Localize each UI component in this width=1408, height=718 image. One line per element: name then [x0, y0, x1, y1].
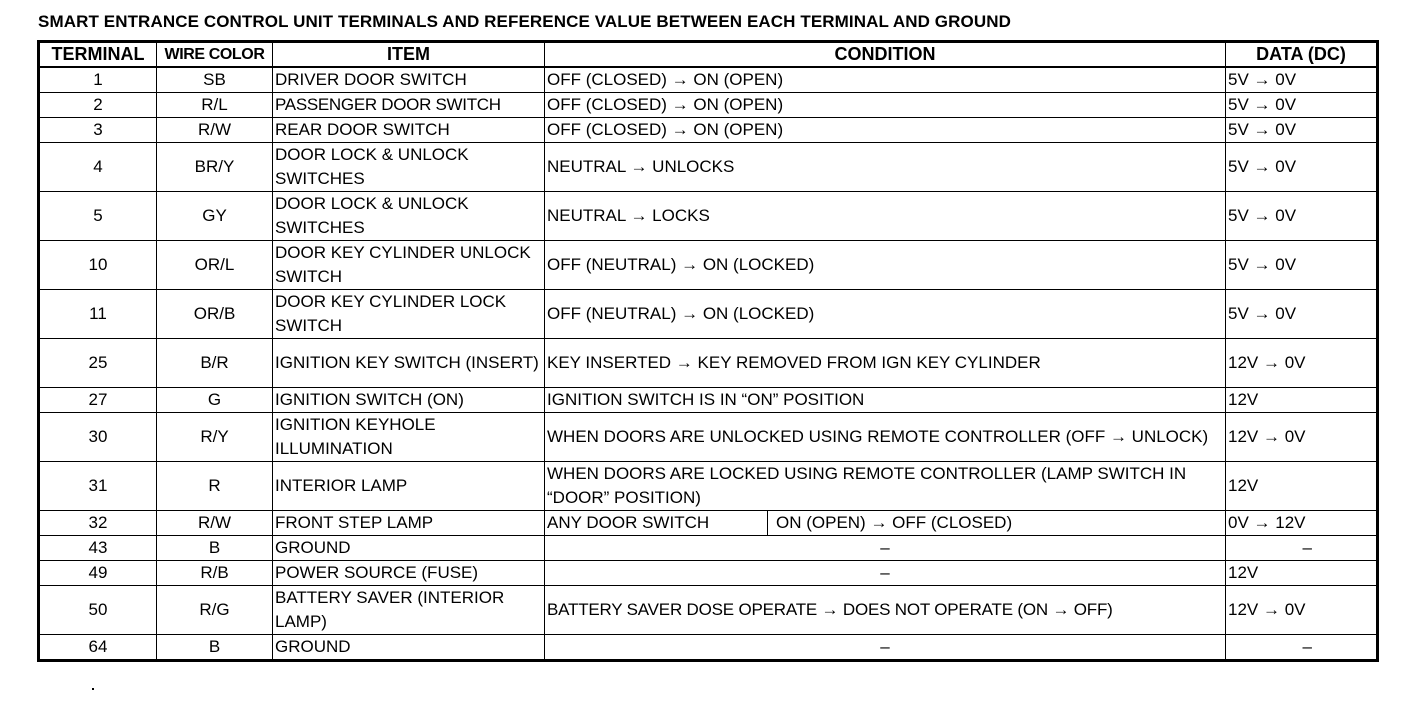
condition-sub-left: ANY DOOR SWITCH — [545, 511, 768, 535]
condition-cell: WHEN DOORS ARE UNLOCKED USING REMOTE CONTROLLER (OFF → UNLOCK) — [545, 413, 1226, 462]
condition-cell: OFF (NEUTRAL) → ON (LOCKED) — [545, 241, 1226, 290]
item-cell: DOOR LOCK & UNLOCK SWITCHES — [273, 192, 545, 241]
item-cell: IGNITION KEY SWITCH (INSERT) — [273, 339, 545, 388]
item-cell: REAR DOOR SWITCH — [273, 118, 545, 143]
terminal-cell: 5 — [39, 192, 157, 241]
item-cell: IGNITION SWITCH (ON) — [273, 388, 545, 413]
wire-color-cell: OR/L — [157, 241, 273, 290]
data-cell: – — [1226, 536, 1378, 561]
wire-color-cell: R — [157, 462, 273, 511]
wire-color-cell: R/B — [157, 561, 273, 586]
terminal-cell: 27 — [39, 388, 157, 413]
terminal-cell: 1 — [39, 67, 157, 93]
wire-color-cell: B/R — [157, 339, 273, 388]
table-row — [39, 339, 1378, 388]
condition-cell: – — [545, 561, 1226, 586]
wire-color-cell: R/W — [157, 511, 273, 536]
wire-color-cell: B — [157, 635, 273, 661]
item-cell: INTERIOR LAMP — [273, 462, 545, 511]
data-cell: 5V → 0V — [1226, 143, 1378, 192]
page-title: SMART ENTRANCE CONTROL UNIT TERMINALS AND REFERENCE VALUE BETWEEN EACH TERMINAL AND GROUND — [38, 12, 1011, 31]
data-cell: 12V — [1226, 388, 1378, 413]
table-row — [39, 67, 1378, 93]
terminal-cell: 25 — [39, 339, 157, 388]
data-cell: 5V → 0V — [1226, 93, 1378, 118]
terminal-reference-table — [37, 40, 1379, 662]
condition-cell: NEUTRAL → LOCKS — [545, 192, 1226, 241]
data-cell: 12V — [1226, 561, 1378, 586]
item-cell: PASSENGER DOOR SWITCH — [273, 93, 545, 118]
wire-color-cell: R/W — [157, 118, 273, 143]
table-row — [39, 635, 1378, 661]
table-row — [39, 241, 1378, 290]
header-terminal: TERMINAL — [39, 42, 157, 68]
data-cell: 0V → 12V — [1226, 511, 1378, 536]
table-row — [39, 511, 1378, 536]
terminal-cell: 3 — [39, 118, 157, 143]
condition-cell: WHEN DOORS ARE LOCKED USING REMOTE CONTROLLER (LAMP SWITCH IN “DOOR” POSITION) — [545, 462, 1226, 511]
condition-cell: KEY INSERTED → KEY REMOVED FROM IGN KEY CYLINDER — [545, 339, 1226, 388]
terminal-cell: 32 — [39, 511, 157, 536]
condition-cell: – — [545, 536, 1226, 561]
wire-color-cell: B — [157, 536, 273, 561]
wire-color-cell: G — [157, 388, 273, 413]
item-cell: FRONT STEP LAMP — [273, 511, 545, 536]
item-cell: DOOR KEY CYLINDER UNLOCK SWITCH — [273, 241, 545, 290]
condition-cell: OFF (CLOSED) → ON (OPEN) — [545, 67, 1226, 93]
table-row — [39, 93, 1378, 118]
wire-color-cell: R/Y — [157, 413, 273, 462]
item-cell: BATTERY SAVER (INTERIOR LAMP) — [273, 586, 545, 635]
table-row — [39, 290, 1378, 339]
item-cell: IGNITION KEYHOLE ILLUMINATION — [273, 413, 545, 462]
condition-cell: OFF (CLOSED) → ON (OPEN) — [545, 118, 1226, 143]
item-cell: DRIVER DOOR SWITCH — [273, 67, 545, 93]
data-cell: 5V → 0V — [1226, 290, 1378, 339]
data-cell: 12V → 0V — [1226, 586, 1378, 635]
condition-cell: IGNITION SWITCH IS IN “ON” POSITION — [545, 388, 1226, 413]
terminal-cell: 43 — [39, 536, 157, 561]
data-cell: 5V → 0V — [1226, 118, 1378, 143]
terminal-cell: 49 — [39, 561, 157, 586]
terminal-cell: 50 — [39, 586, 157, 635]
table-header-row — [39, 42, 1378, 68]
condition-cell: NEUTRAL → UNLOCKS — [545, 143, 1226, 192]
item-cell: DOOR LOCK & UNLOCK SWITCHES — [273, 143, 545, 192]
condition-cell: OFF (CLOSED) → ON (OPEN) — [545, 93, 1226, 118]
table-row — [39, 143, 1378, 192]
item-cell: GROUND — [273, 536, 545, 561]
terminal-cell: 10 — [39, 241, 157, 290]
wire-color-cell: R/L — [157, 93, 273, 118]
data-cell: 12V → 0V — [1226, 339, 1378, 388]
table-row — [39, 413, 1378, 462]
wire-color-cell: R/G — [157, 586, 273, 635]
terminal-cell: 4 — [39, 143, 157, 192]
table-row — [39, 118, 1378, 143]
condition-cell: – — [545, 635, 1226, 661]
stray-dot-mark — [92, 688, 94, 690]
wire-color-cell: BR/Y — [157, 143, 273, 192]
wire-color-cell: OR/B — [157, 290, 273, 339]
item-cell: GROUND — [273, 635, 545, 661]
condition-sub-right: ON (OPEN) → OFF (CLOSED) — [776, 513, 1013, 532]
header-data-dc: DATA (DC) — [1226, 42, 1378, 68]
data-cell: 12V — [1226, 462, 1378, 511]
condition-cell: BATTERY SAVER DOSE OPERATE → DOES NOT OPERATE (ON → OFF) — [545, 586, 1226, 635]
item-cell: POWER SOURCE (FUSE) — [273, 561, 545, 586]
wire-color-cell: GY — [157, 192, 273, 241]
table-row — [39, 561, 1378, 586]
condition-cell — [545, 511, 1226, 536]
data-cell: 5V → 0V — [1226, 67, 1378, 93]
data-cell: 5V → 0V — [1226, 192, 1378, 241]
terminal-cell: 31 — [39, 462, 157, 511]
header-item: ITEM — [273, 42, 545, 68]
table-row — [39, 536, 1378, 561]
terminal-cell: 11 — [39, 290, 157, 339]
terminal-cell: 30 — [39, 413, 157, 462]
item-cell: DOOR KEY CYLINDER LOCK SWITCH — [273, 290, 545, 339]
table-row — [39, 388, 1378, 413]
table-row — [39, 192, 1378, 241]
header-wire-color: WIRE COLOR — [157, 42, 273, 68]
header-condition: CONDITION — [545, 42, 1226, 68]
data-cell: 5V → 0V — [1226, 241, 1378, 290]
condition-cell: OFF (NEUTRAL) → ON (LOCKED) — [545, 290, 1226, 339]
data-cell: – — [1226, 635, 1378, 661]
table-row — [39, 462, 1378, 511]
data-cell: 12V → 0V — [1226, 413, 1378, 462]
terminal-cell: 64 — [39, 635, 157, 661]
table-row — [39, 586, 1378, 635]
terminal-cell: 2 — [39, 93, 157, 118]
wire-color-cell: SB — [157, 67, 273, 93]
